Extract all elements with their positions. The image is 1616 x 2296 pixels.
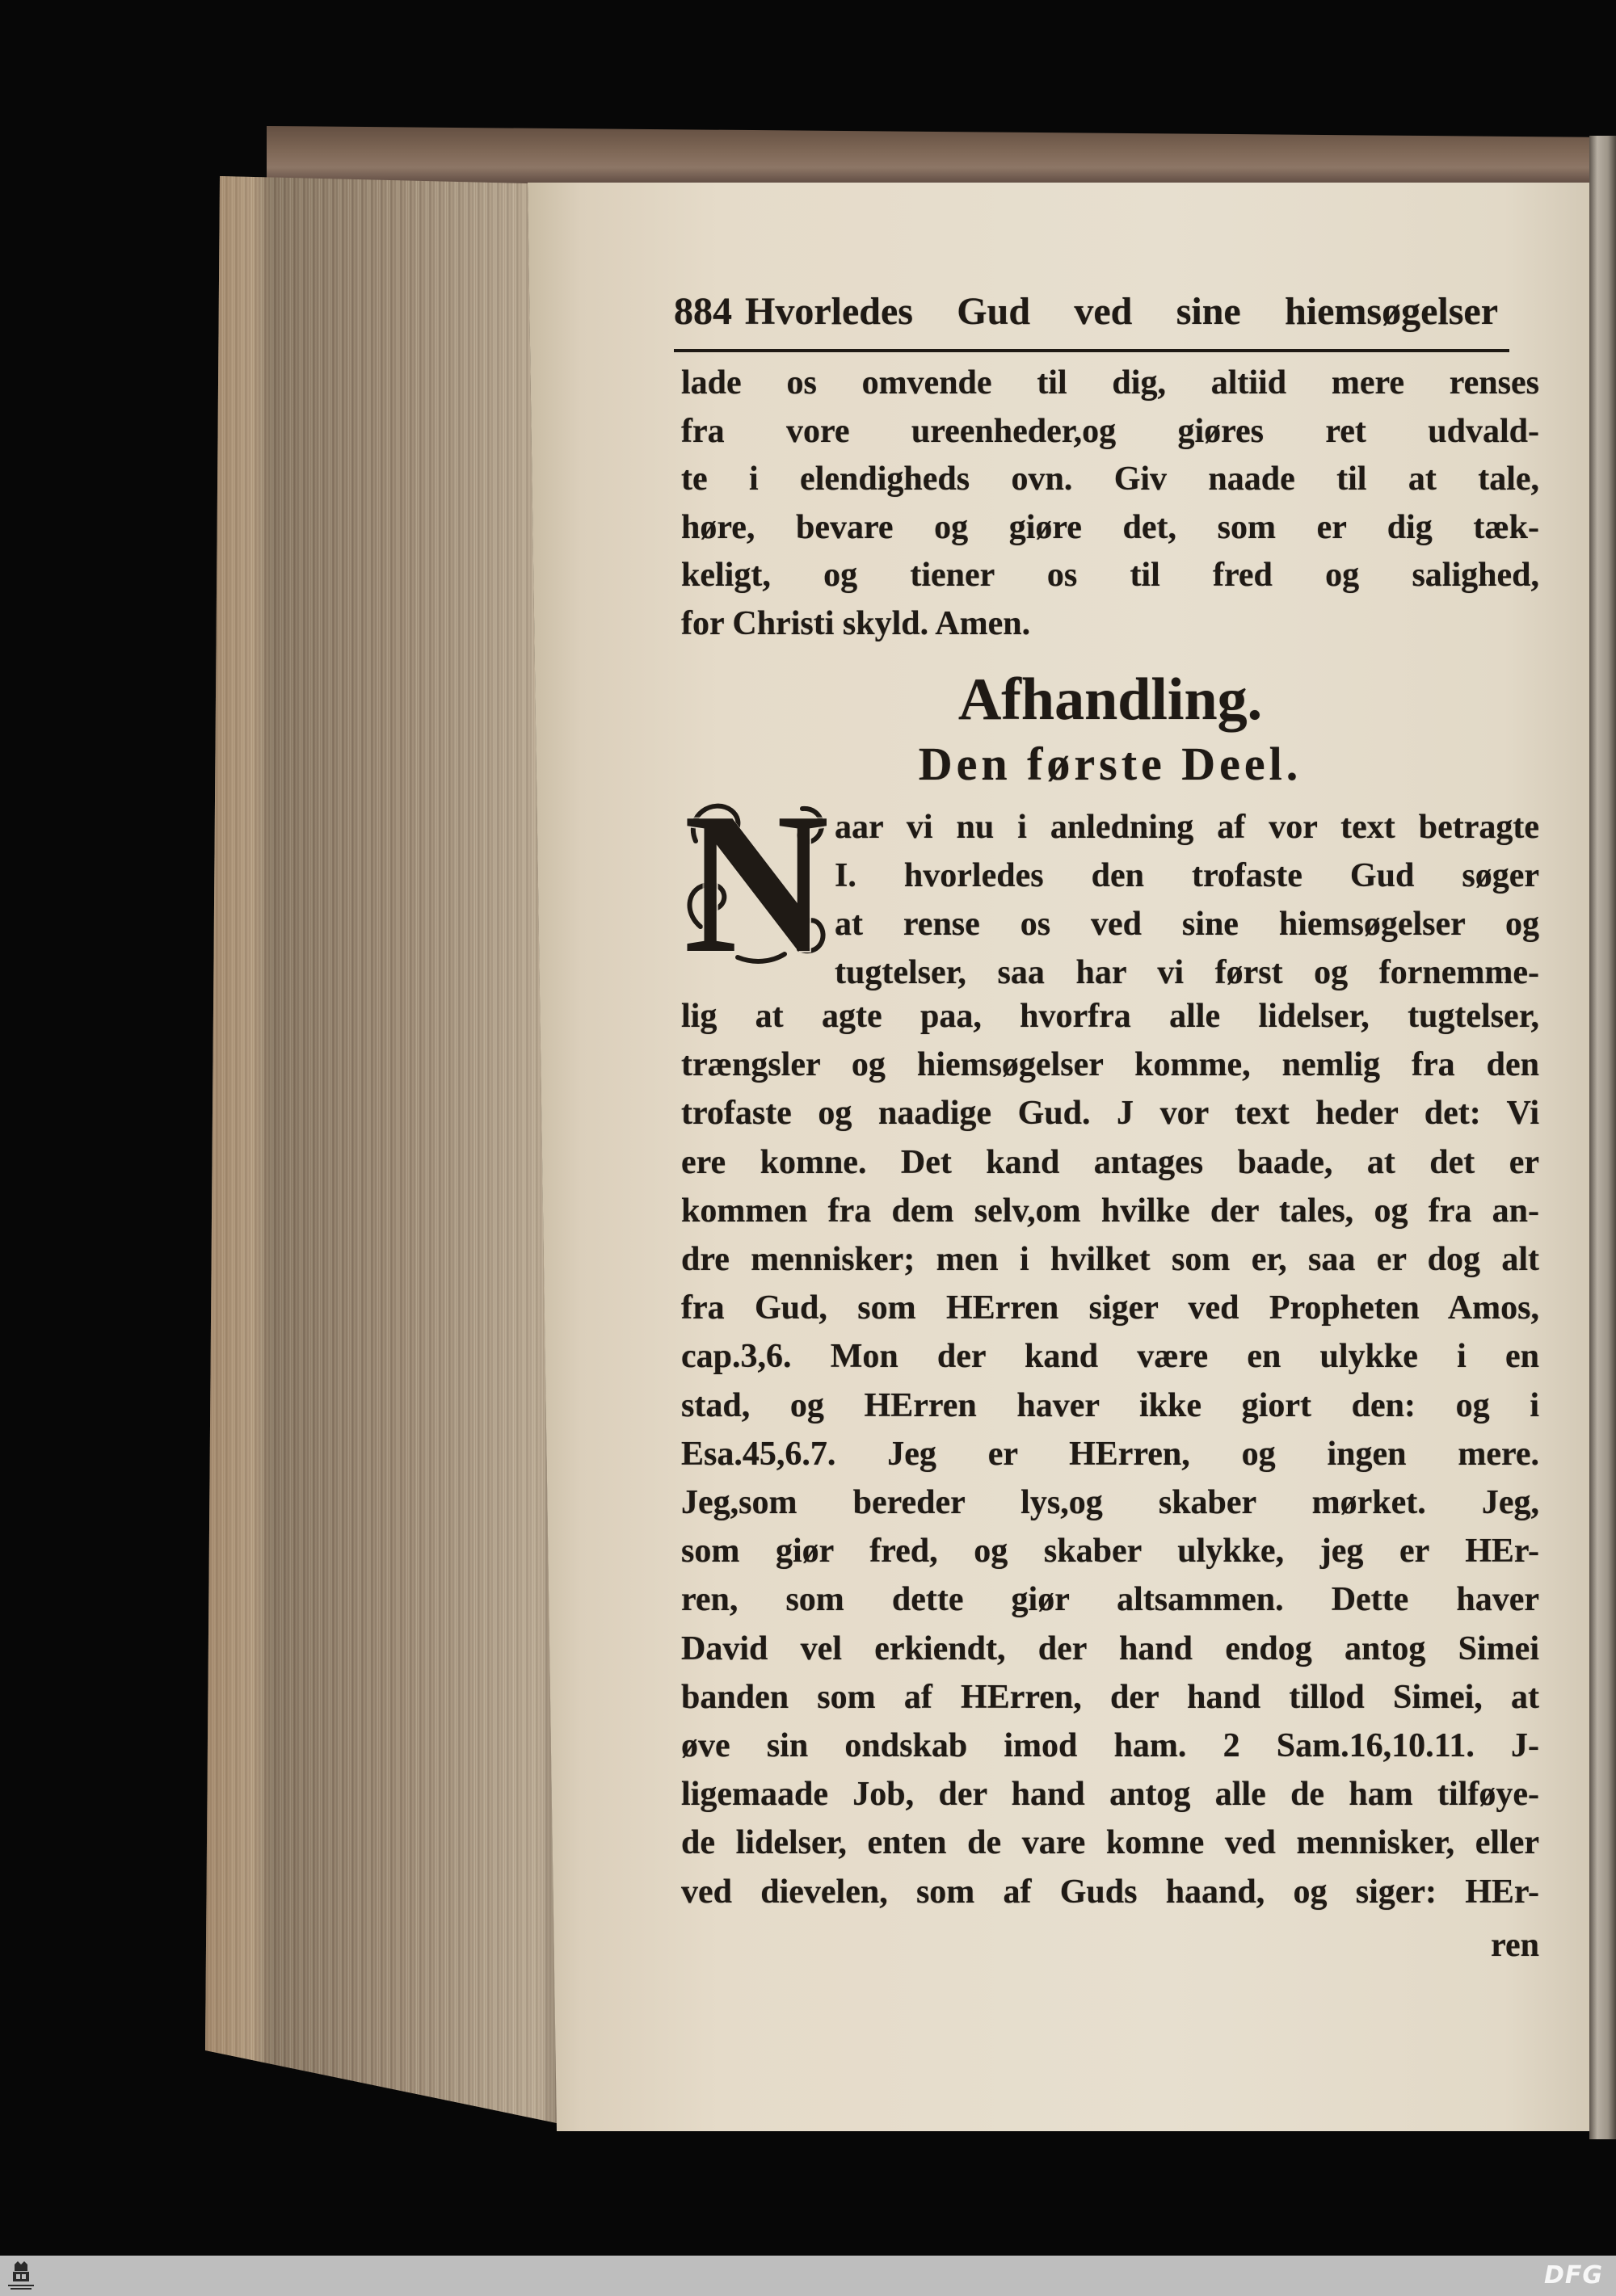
page-edges-stack — [194, 174, 566, 2133]
library-logo-icon — [6, 2260, 36, 2292]
drop-cap-paragraph-start — [835, 803, 1539, 997]
text-line: fra vore ureenheder,og giøres ret udvald- — [681, 412, 1539, 450]
text-line: lade os omvende til dig, altiid mere renses — [681, 364, 1539, 402]
section-subheading: Den første Deel. — [918, 738, 1302, 790]
text-line: lig at agte paa, hvorfra alle lidelser, tugtelser, — [681, 998, 1539, 1035]
catchword: ren — [1491, 1927, 1539, 1964]
text-line: fra Gud, som HErren siger ved Propheten Amos, — [681, 1289, 1539, 1327]
text-line: kommen fra dem selv,om hvilke der tales, og fra an- — [681, 1192, 1539, 1230]
text-line: at rense os ved sine hiemsøgelser og — [835, 906, 1539, 943]
text-line: cap.3,6. Mon der kand være en ulykke i en — [681, 1338, 1539, 1376]
text-line: I. hvorledes den trofaste Gud søger — [835, 857, 1539, 894]
prayer-paragraph — [681, 360, 1539, 648]
text-line: keligt, og tiener os til fred og salighed, — [681, 557, 1539, 594]
text-line: de lidelser, enten de vare komne ved mennisker, eller — [681, 1824, 1539, 1862]
text-line: som giør fred, og skaber ulykke, jeg er HEr- — [681, 1533, 1539, 1571]
text-line: dre mennisker; men i hvilket som er, saa er dog alt — [681, 1241, 1539, 1279]
drop-cap-letter: N — [683, 772, 830, 995]
drop-cap — [681, 772, 831, 995]
text-line: ren, som dette giør altsammen. Dette haver — [681, 1581, 1539, 1619]
text-line: banden som af HErren, der hand tillod Simei, at — [681, 1678, 1539, 1716]
text-line: stad, og HErren haver ikke giort den: og i — [681, 1386, 1539, 1424]
section-heading: Afhandling. — [957, 667, 1263, 733]
viewer-footer-bar — [0, 2256, 1616, 2296]
text-line: ere komne. Det kand antages baade, at det er — [681, 1143, 1539, 1181]
running-head — [674, 288, 1498, 336]
text-line: høre, bevare og giøre det, som er dig tæk- — [681, 508, 1539, 546]
text-line: for Christi skyld. Amen. — [681, 604, 1031, 642]
text-line: tugtelser, saa har vi først og fornemme- — [835, 954, 1539, 991]
body-paragraph — [681, 992, 1539, 1916]
text-line: trofaste og naadige Gud. J vor text heder det: Vi — [681, 1095, 1539, 1133]
text-line: trængsler og hiemsøgelser komme, nemlig fra den — [681, 1046, 1539, 1084]
text-line: Esa.45,6.7. Jeg er HErren, og ingen mere. — [681, 1435, 1539, 1473]
text-line: David vel erkiendt, der hand endog antog Simei — [681, 1629, 1539, 1667]
dfg-logo-text: DFG — [1543, 2261, 1603, 2290]
running-head-rule — [674, 349, 1509, 352]
text-line: ligemaade Job, der hand antog alle de ham tilføye- — [681, 1776, 1539, 1814]
facing-page-edge — [1589, 136, 1616, 2139]
text-line: Jeg,som bereder lys,og skaber mørket. Jeg, — [681, 1484, 1539, 1522]
text-line: øve sin ondskab imod ham. 2 Sam.16,10.11. J- — [681, 1727, 1539, 1765]
text-line: ved dievelen, som af Guds haand, og siger: HEr- — [681, 1873, 1539, 1911]
text-line: te i elendigheds ovn. Giv naade til at tale, — [681, 460, 1539, 498]
page-number: 884 — [674, 290, 732, 333]
running-head-title: Hvorledes Gud ved sine hiemsøgelser — [745, 290, 1498, 333]
text-line: aar vi nu i anledning af vor text betragte — [835, 809, 1539, 846]
book-binding-top — [267, 121, 1616, 187]
